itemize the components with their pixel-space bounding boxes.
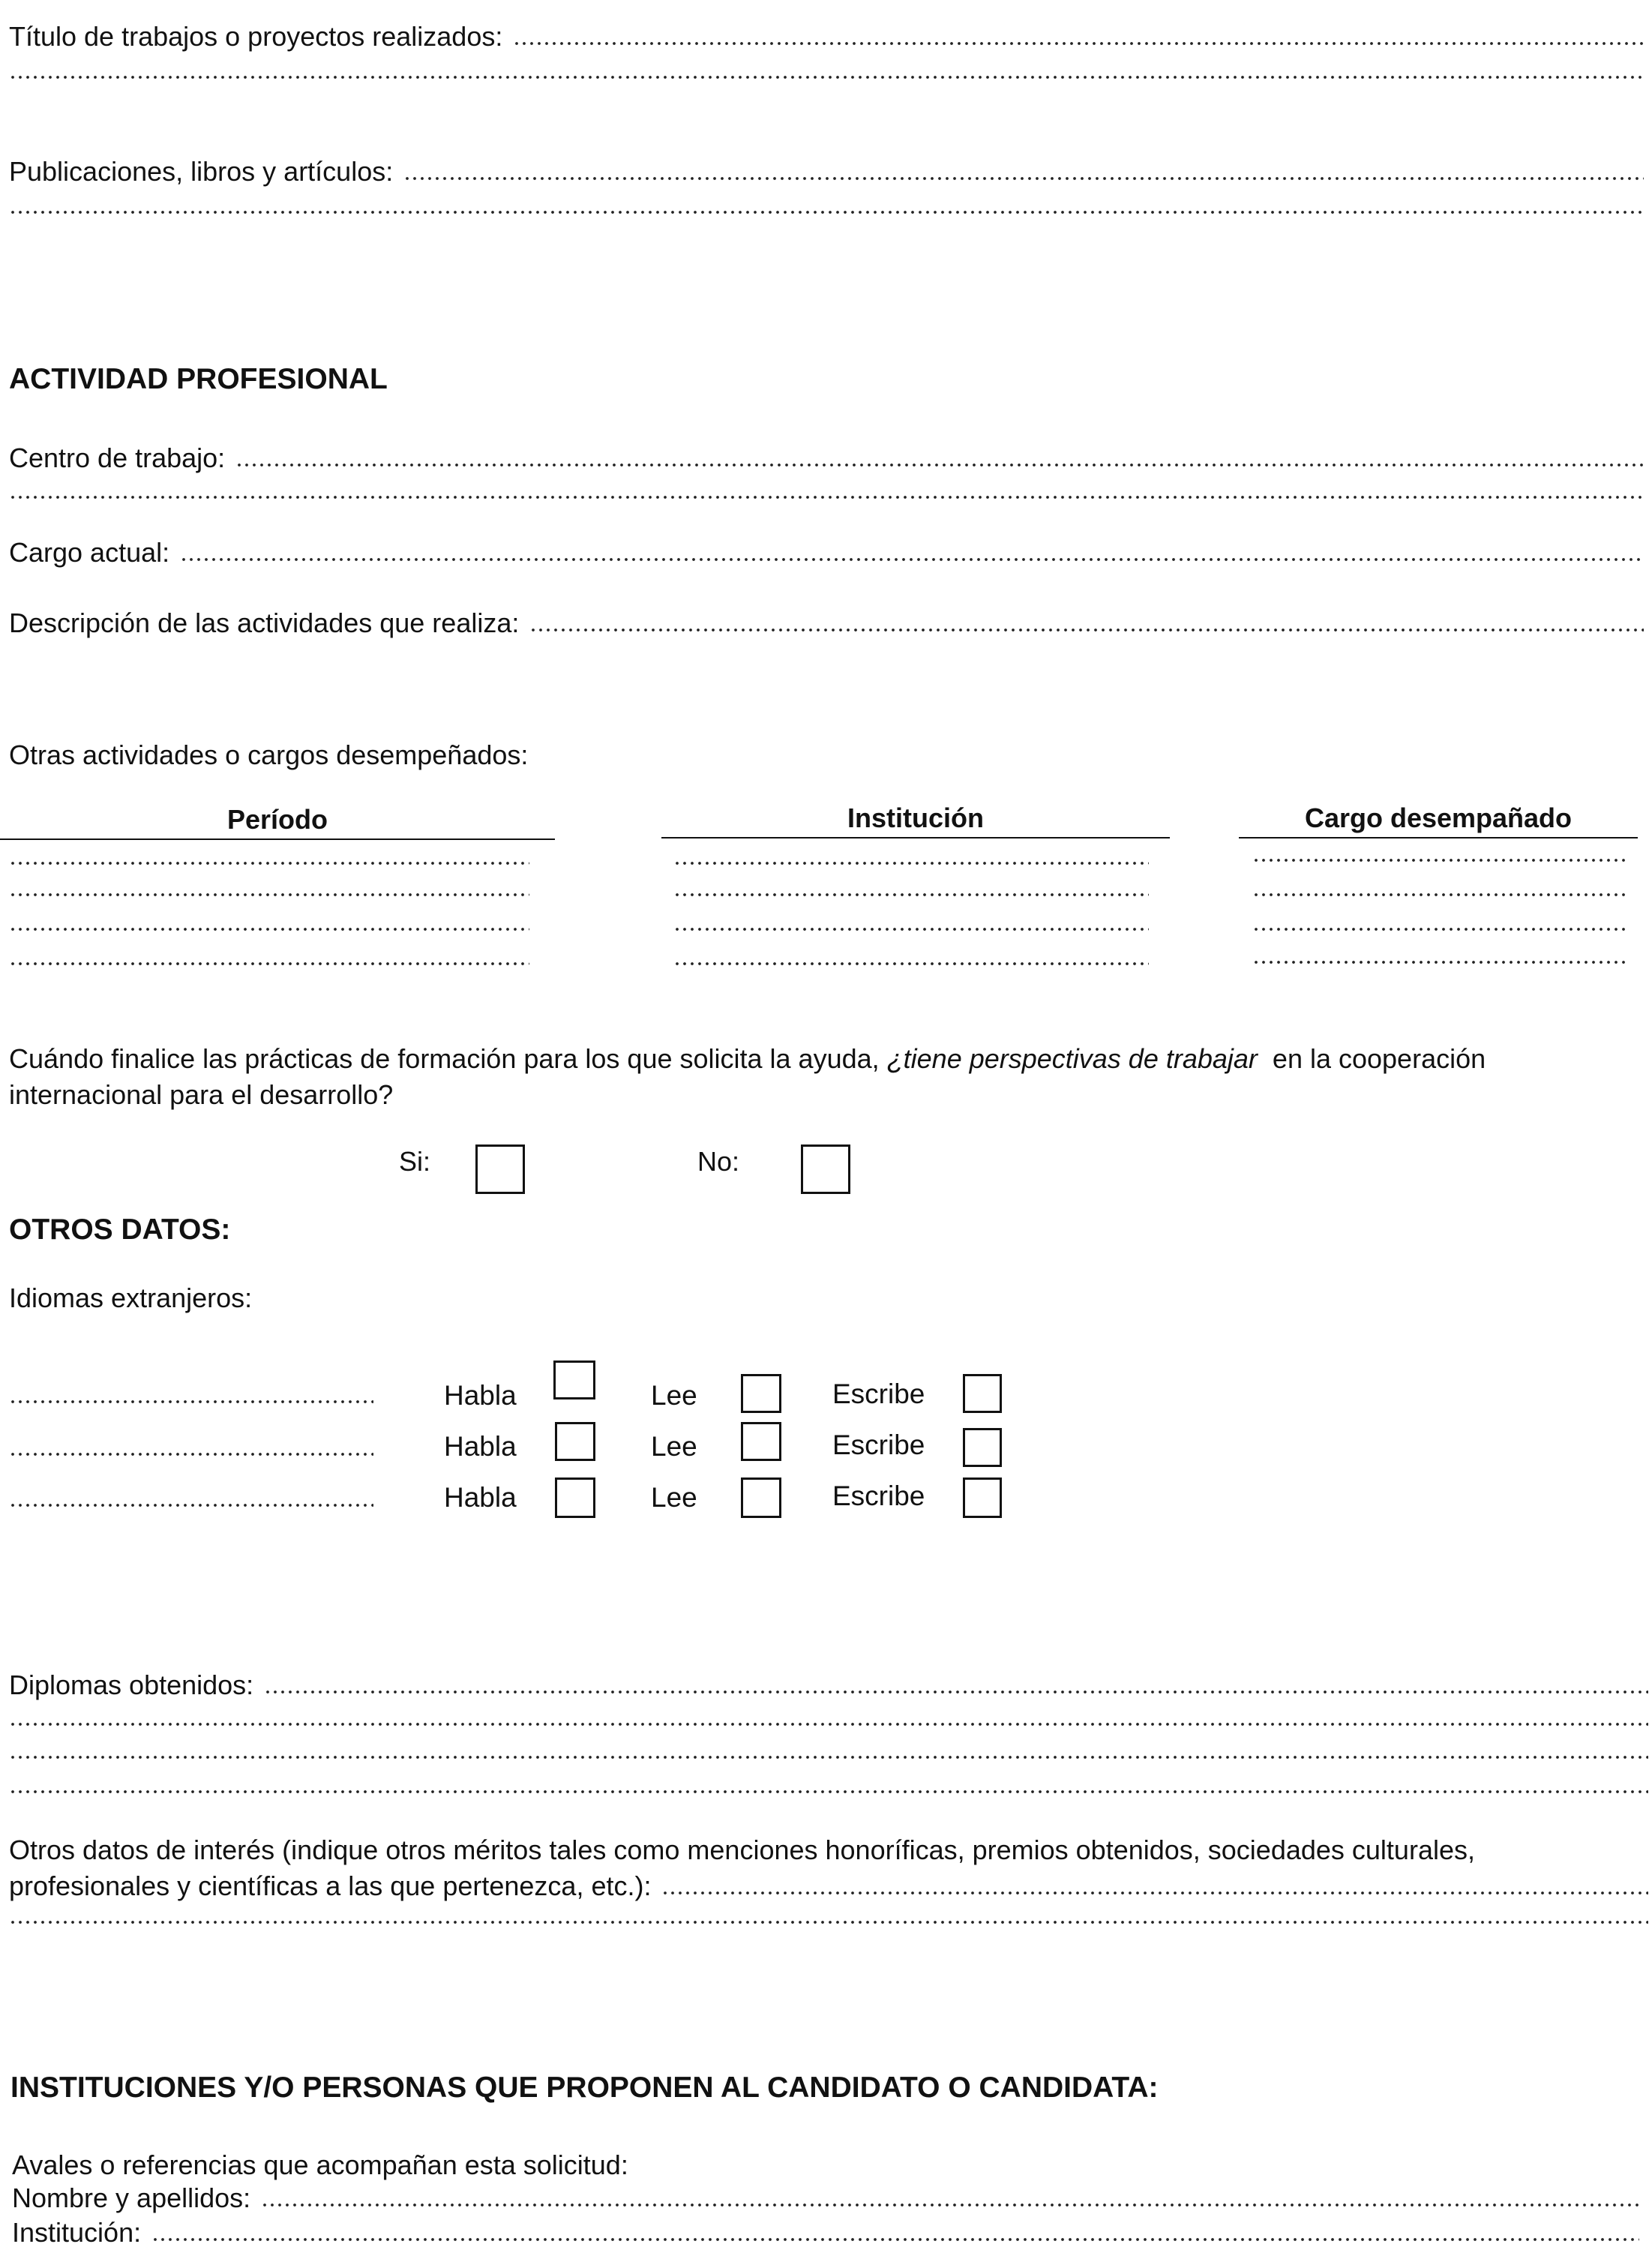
interes-label-line-1: Otros datos de interés (indique otros méritos tales como menciones honoríficas, premios obtenidos, sociedades culturales, — [9, 1834, 1475, 1865]
lee-label-3: Lee — [651, 1482, 697, 1513]
cargo-actual-dotted-line[interactable] — [180, 557, 1644, 562]
escribe-label-3: Escribe — [832, 1480, 925, 1511]
cargo-column-header: Cargo desempañado — [1239, 802, 1638, 838]
diplomas-dotted-line-2[interactable] — [9, 1722, 1648, 1726]
question-text-2: en la cooperación — [1257, 1043, 1486, 1074]
no-checkbox[interactable] — [801, 1144, 850, 1194]
question-text-1: Cuándo finalice las prácticas de formación para los que solicita la ayuda, — [9, 1043, 887, 1074]
lee-label-2: Lee — [651, 1431, 697, 1462]
nombre-field[interactable] — [12, 2182, 1639, 2214]
question-text-3: internacional para el desarrollo? — [9, 1079, 394, 1110]
no-label: No: — [697, 1146, 740, 1177]
escribe-checkbox-2[interactable] — [963, 1428, 1002, 1467]
cargo-actual-label: Cargo actual: — [9, 537, 170, 568]
titulo-trabajos-dotted-line[interactable] — [513, 41, 1644, 46]
idioma-3-dotted-line[interactable] — [9, 1503, 373, 1508]
diplomas-dotted-line-4[interactable] — [9, 1790, 1648, 1794]
cargo-row-4[interactable] — [1252, 960, 1627, 964]
nombre-label: Nombre y apellidos: — [12, 2182, 251, 2213]
escribe-label-2: Escribe — [832, 1430, 925, 1460]
periodo-row-3[interactable] — [9, 927, 529, 932]
diplomas-field[interactable] — [9, 1670, 1648, 1701]
interes-dotted-line-2[interactable] — [9, 1920, 1648, 1924]
cargo-row-3[interactable] — [1252, 927, 1627, 932]
escribe-checkbox-3[interactable] — [963, 1478, 1002, 1518]
habla-checkbox-3[interactable] — [555, 1478, 595, 1518]
diplomas-label: Diplomas obtenidos: — [9, 1670, 254, 1700]
otros-datos-heading: OTROS DATOS: — [9, 1214, 231, 1246]
institucion-dotted-line[interactable] — [151, 2237, 1639, 2242]
lee-checkbox-2[interactable] — [741, 1422, 781, 1461]
institucion-row-4[interactable] — [673, 962, 1149, 966]
institucion-field[interactable] — [12, 2217, 1639, 2248]
institucion-column-header: Institución — [661, 802, 1170, 838]
instituciones-heading: INSTITUCIONES Y/O PERSONAS QUE PROPONEN AL CANDIDATO O CANDIDATA: — [10, 2072, 1159, 2104]
lee-label-1: Lee — [651, 1380, 697, 1411]
periodo-row-1[interactable] — [9, 861, 529, 866]
habla-checkbox-1[interactable] — [553, 1360, 595, 1400]
centro-trabajo-field[interactable] — [9, 442, 1644, 474]
centro-trabajo-dotted-line[interactable] — [235, 463, 1644, 467]
habla-checkbox-2[interactable] — [555, 1422, 595, 1461]
diplomas-dotted-line[interactable] — [264, 1690, 1648, 1694]
nombre-dotted-line[interactable] — [261, 2203, 1639, 2207]
periodo-row-2[interactable] — [9, 892, 529, 897]
interes-dotted-line[interactable] — [661, 1891, 1648, 1895]
centro-trabajo-label: Centro de trabajo: — [9, 442, 226, 473]
titulo-trabajos-field[interactable] — [9, 21, 1644, 52]
idioma-2-dotted-line[interactable] — [9, 1452, 373, 1456]
institucion-label: Institución: — [12, 2217, 142, 2248]
institucion-row-1[interactable] — [673, 861, 1149, 866]
lee-checkbox-1[interactable] — [741, 1374, 781, 1413]
cargo-row-2[interactable] — [1252, 892, 1627, 897]
perspectivas-question — [9, 1041, 1644, 1113]
periodo-row-4[interactable] — [9, 962, 529, 966]
question-italic: ¿tiene perspectivas de trabajar — [886, 1043, 1258, 1074]
diplomas-dotted-line-3[interactable] — [9, 1755, 1648, 1760]
habla-label-1: Habla — [444, 1380, 517, 1411]
habla-label-2: Habla — [444, 1431, 517, 1462]
institucion-row-3[interactable] — [673, 927, 1149, 932]
si-label: Si: — [399, 1146, 431, 1177]
actividad-profesional-heading: ACTIVIDAD PROFESIONAL — [9, 363, 388, 395]
otras-actividades-label: Otras actividades o cargos desempeñados: — [9, 740, 529, 770]
publicaciones-dotted-line-2[interactable] — [9, 210, 1644, 214]
lee-checkbox-3[interactable] — [741, 1478, 781, 1518]
publicaciones-dotted-line[interactable] — [403, 176, 1644, 181]
institucion-row-2[interactable] — [673, 892, 1149, 897]
idioma-1-dotted-line[interactable] — [9, 1400, 373, 1404]
avales-label: Avales o referencias que acompañan esta solicitud: — [12, 2150, 628, 2180]
publicaciones-label: Publicaciones, libros y artículos: — [9, 156, 394, 187]
descripcion-field[interactable] — [9, 608, 1644, 639]
descripcion-dotted-line[interactable] — [529, 628, 1644, 632]
descripcion-label: Descripción de las actividades que realiza: — [9, 608, 520, 638]
titulo-trabajos-dotted-line-2[interactable] — [9, 75, 1644, 80]
escribe-checkbox-1[interactable] — [963, 1374, 1002, 1413]
periodo-column-header: Período — [0, 804, 555, 840]
cargo-actual-field[interactable] — [9, 537, 1644, 568]
si-checkbox[interactable] — [475, 1144, 525, 1194]
cargo-row-1[interactable] — [1252, 858, 1627, 862]
interes-label-line-2: profesionales y científicas a las que pertenezca, etc.): — [9, 1870, 652, 1901]
interes-field[interactable] — [9, 1870, 1648, 1902]
escribe-label-1: Escribe — [832, 1378, 925, 1409]
titulo-trabajos-label: Título de trabajos o proyectos realizados: — [9, 21, 503, 52]
publicaciones-field[interactable] — [9, 156, 1644, 188]
centro-trabajo-dotted-line-2[interactable] — [9, 495, 1644, 500]
habla-label-3: Habla — [444, 1482, 517, 1513]
idiomas-label: Idiomas extranjeros: — [9, 1282, 253, 1313]
